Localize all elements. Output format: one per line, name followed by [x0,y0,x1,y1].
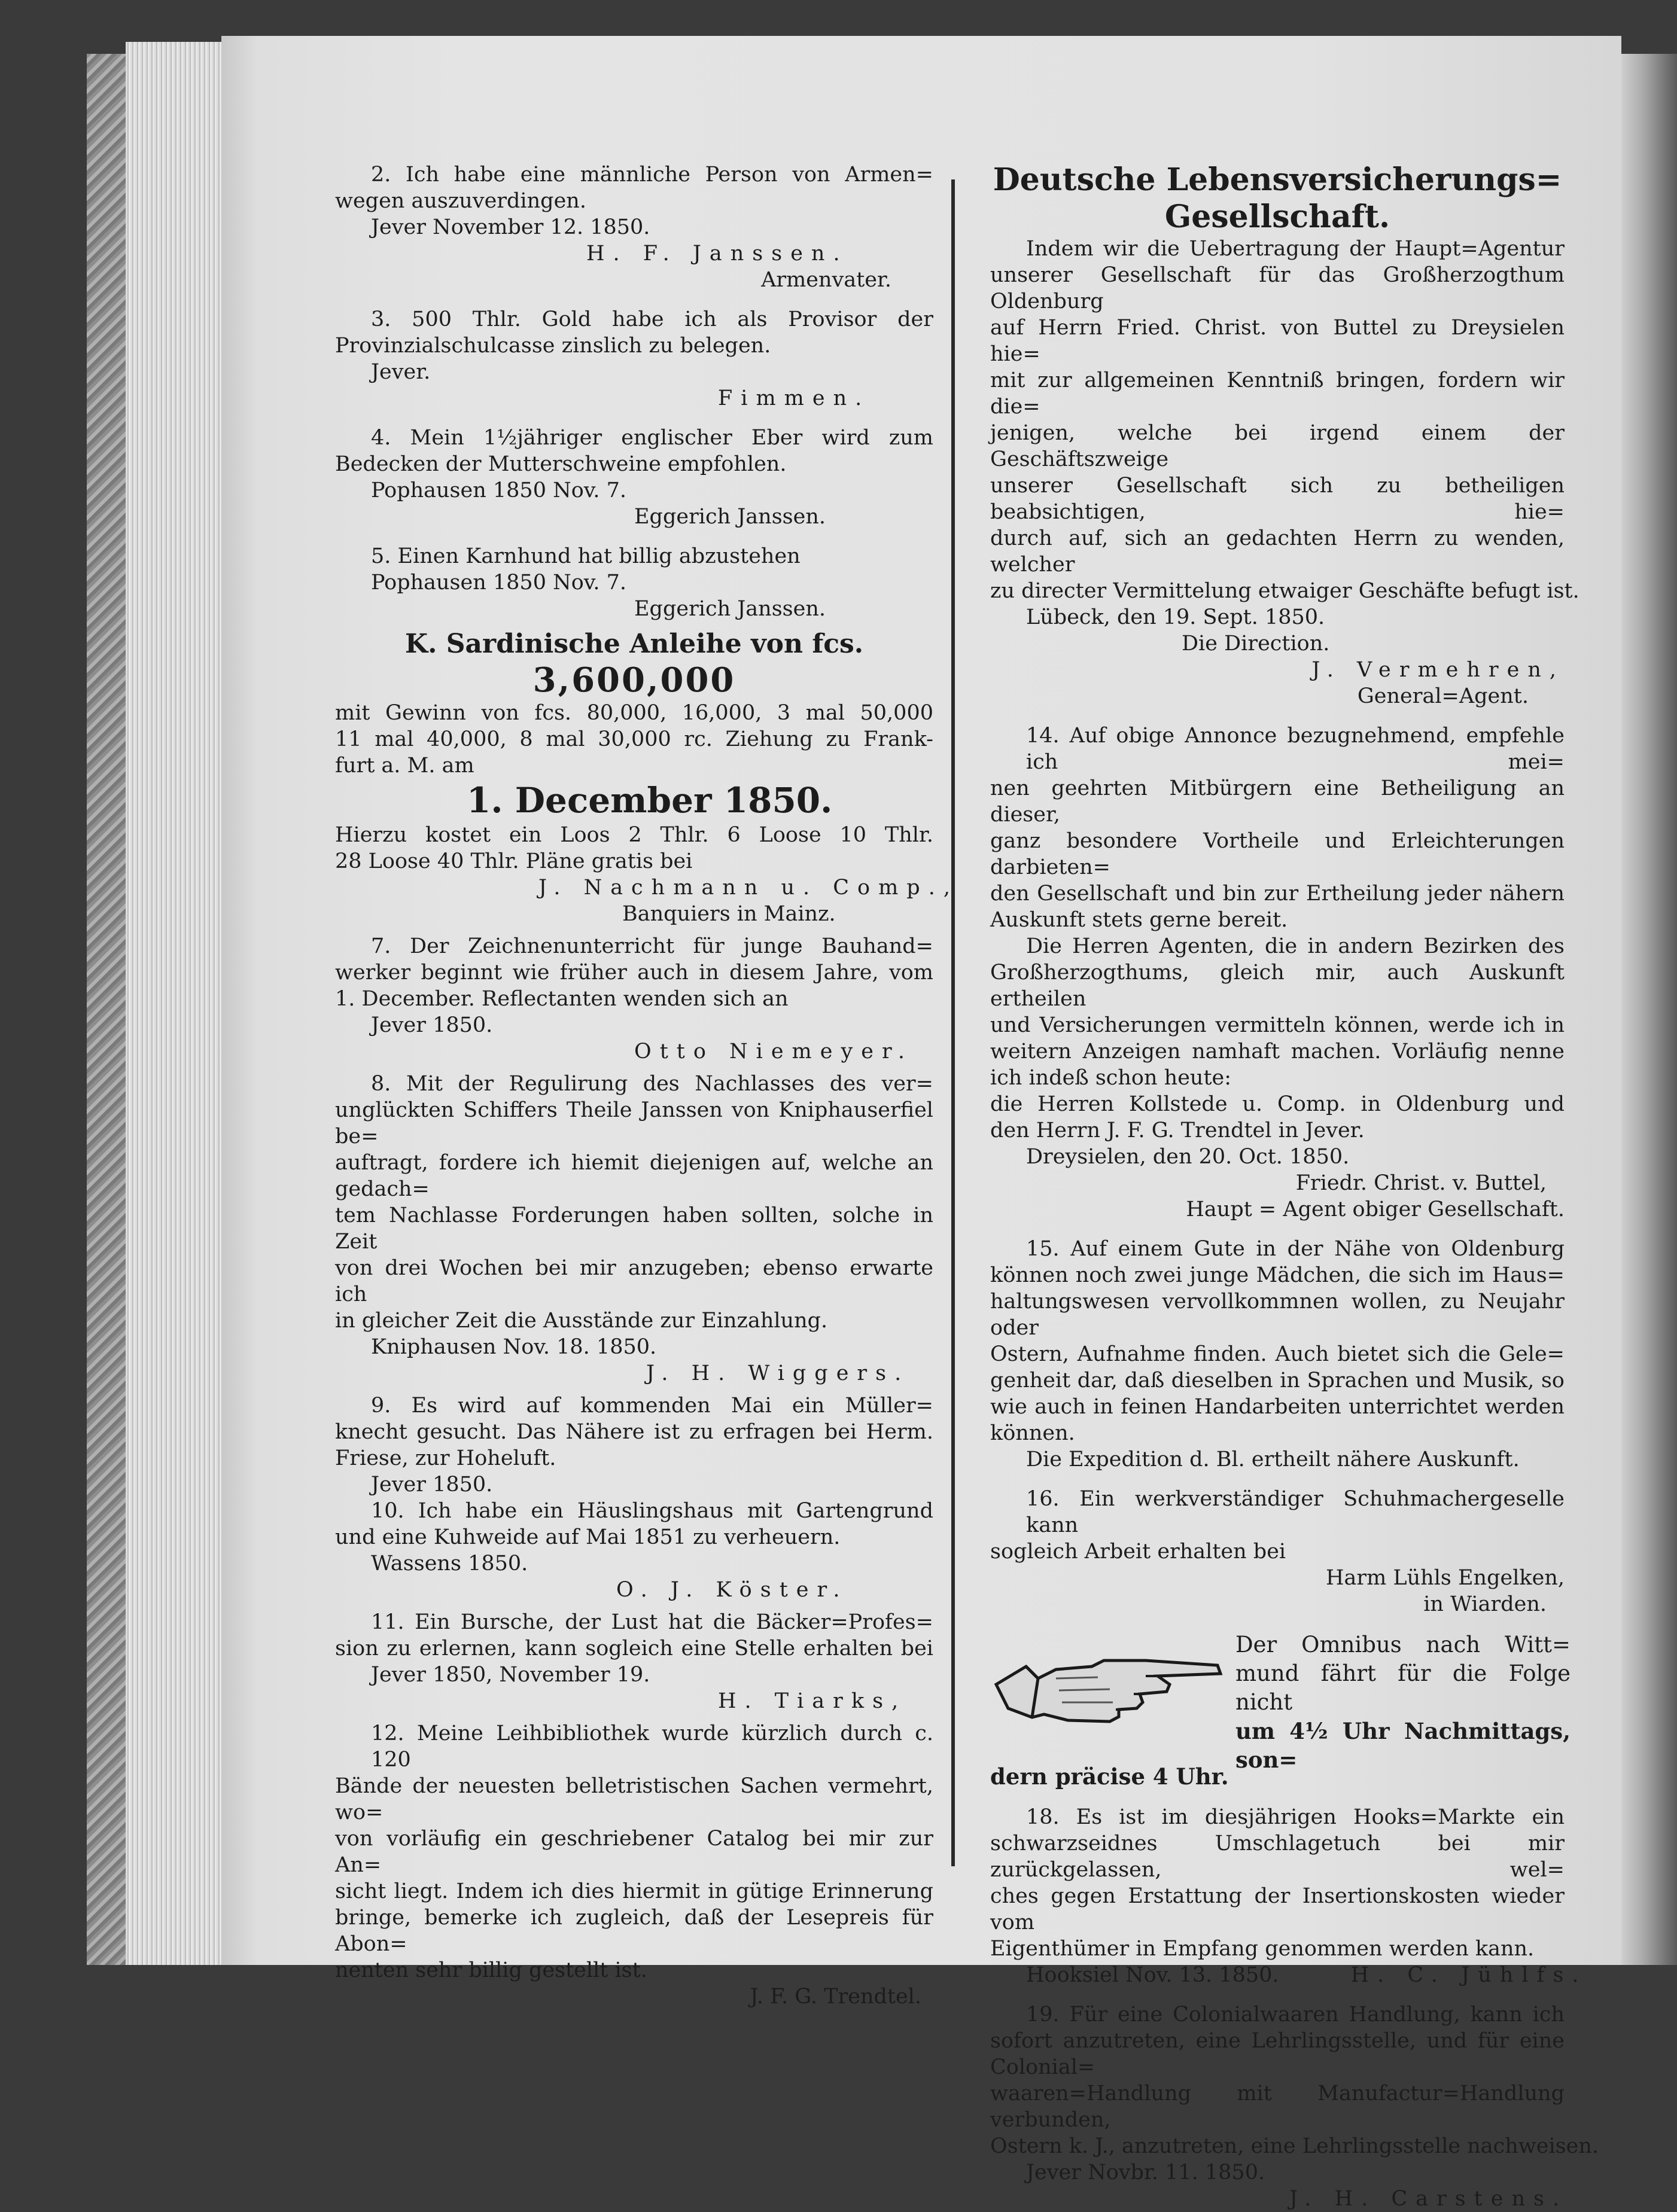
ad-3 [335,306,933,412]
ad-line: sogleich Arbeit erhalten bei [990,1540,1286,1564]
place-date: Kniphausen Nov. 18. 1850. [371,1335,657,1359]
signature: Otto Niemeyer. [634,1040,913,1064]
place-date: Jever Novbr. 11. 1850. [1026,2161,1265,2184]
left-column [335,162,958,2010]
ad-line: Großherzogthums, gleich mir, auch Auskunft ertheilen [990,961,1565,1011]
ad-line: Ostern, Aufnahme finden. Auch bietet sich die Gele= [990,1342,1565,1366]
place-date: Wassens 1850. [371,1552,528,1576]
signature: J. H. Carstens. [1289,2187,1568,2211]
omnibus-text [1235,1631,1571,1774]
ad-line: furt a. M. am [335,754,474,778]
insurance-heading: Deutsche Lebensversicherungs= [993,162,1562,198]
signature: H. F. Janssen. [586,242,848,266]
ad-line: 10. Ich habe ein Häuslingshaus mit Gartengrund [371,1499,933,1523]
omnibus-ad [990,1631,1571,1773]
ad-2 [335,162,933,293]
place-date: Jever 1850, November 19. [371,1663,650,1687]
ad-line: Bände der neuesten belletristischen Sachen vermehrt, wo= [335,1774,933,1824]
ad-line: Auskunft stets gerne bereit. [990,908,1288,932]
signature: J. F. G. Trendtel. [750,1985,921,2009]
column-divider [951,179,955,1866]
signature: J. Vermehren, [1311,658,1565,682]
omnibus-line: um 4½ Uhr Nachmittags, son= [1235,1718,1571,1773]
signature: H. C. Jühlfs. [1350,1963,1587,1987]
ad-line: knecht gesucht. Das Nähere ist zu erfragen bei Herm. [335,1420,933,1444]
signature: O. J. Köster. [616,1578,848,1602]
place-date: Jever 1850. [371,1013,493,1037]
ad-5 [335,543,933,622]
ad-line: nen geehrten Mitbürgern eine Betheiligung an dieser, [990,776,1565,827]
ad-line: 28 Loose 40 Thlr. Pläne gratis bei [335,849,693,873]
ad-line: können. [990,1421,1075,1445]
ad-line: Die Herren Agenten, die in andern Bezirken des [1026,934,1565,958]
place: in Wiarden. [1423,1592,1547,1616]
ad-line: 19. Für eine Colonialwaaren Handlung, kann ich [1026,2003,1565,2027]
signature: H. Tiarks, [718,1689,907,1713]
ad-line: die Herren Kollstede u. Comp. in Oldenburg und [990,1092,1565,1116]
ad-line: Ostern k. J., anzutreten, eine Lehrlingsstelle nachweisen. [990,2134,1599,2158]
ad-line: nenten sehr billig gestellt ist. [335,1958,647,1982]
ad-line: 5. Einen Karnhund hat billig abzustehen [371,544,801,568]
ad-line: genheit dar, daß dieselben in Sprachen und Musik, so [990,1369,1565,1393]
ad-line: von drei Wochen bei mir anzugeben; ebenso erwarte ich [335,1256,933,1306]
omnibus-line: Der Omnibus nach Witt= [1235,1632,1571,1658]
ad-line: waaren=Handlung mit Manufactur=Handlung verbunden, [990,2082,1565,2132]
page-stack-edge [126,42,227,1965]
ad-8 [335,1071,933,1387]
ad-line: in gleicher Zeit die Ausstände zur Einzahlung. [335,1309,828,1333]
place-date: Jever November 12. 1850. [371,215,650,239]
ad-line: sion zu erlernen, kann sogleich eine Stelle erhalten bei [335,1637,933,1660]
ad-line: werker beginnt wie früher auch in diesem Jahre, vom [335,961,933,985]
signature: Harm Lühls Engelken, [1325,1566,1565,1590]
ad-18 [990,1804,1587,1988]
ad-line: wegen auszuverdingen. [335,189,586,213]
right-column [990,162,1599,2212]
ad-line: sofort anzutreten, eine Lehrlingsstelle, und für eine Colonial= [990,2029,1565,2079]
place-date: Dreysielen, den 20. Oct. 1850. [1026,1145,1350,1169]
ad-line: Bedecken der Mutterschweine empfohlen. [335,452,787,476]
ad-10 [335,1498,933,1603]
ad-line: zu directer Vermittelung etwaiger Geschäfte befugt ist. [990,579,1579,603]
ad-line: 16. Ein werkverständiger Schuhmachergeselle kann [1026,1487,1565,1537]
ad-16 [990,1486,1565,1617]
signature-title: Armenvater. [761,268,891,292]
signature: Fimmen. [718,386,871,410]
ad-line: 8. Mit der Regulirung des Nachlasses des ver= [371,1072,933,1096]
ad-line: den Gesellschaft und bin zur Ertheilung jeder nähern [990,882,1565,906]
ad-line: 18. Es ist im diesjährigen Hooks=Markte ein [1026,1805,1565,1829]
ad-line: und Versicherungen vermitteln können, werde ich in [990,1013,1565,1037]
ad-line: von vorläufig ein geschriebener Catalog bei mir zur An= [335,1827,933,1877]
ad-line: Hierzu kostet ein Loos 2 Thlr. 6 Loose 10 Thlr. [335,823,933,847]
firm-name: J. Nachmann u. Comp., [538,876,958,900]
ad-line: durch auf, sich an gedachten Herrn zu wenden, welcher [990,526,1565,577]
ad-line: jenigen, welche bei irgend einem der Geschäftszweige [990,421,1565,471]
loan-title: K. Sardinische Anleihe von fcs. [404,629,864,659]
place-date: Pophausen 1850 Nov. 7. [371,479,627,502]
ad-4 [335,425,933,530]
ad-line: bringe, bemerke ich zugleich, daß der Lesepreis für Abon= [335,1906,933,1956]
ad-9 [335,1393,933,1498]
place-date [990,1962,1587,1988]
ad-line: 7. Der Zeichnenunterricht für junge Bauhand= [371,934,933,958]
sardinian-loan-ad [335,628,958,927]
direction: Die Direction. [1182,632,1330,656]
ad-line: den Herrn J. F. G. Trendtel in Jever. [990,1119,1365,1142]
firm-subtitle: Banquiers in Mainz. [622,902,836,926]
insurance-ad [990,162,1579,709]
omnibus-line: mund fährt für die Folge nicht [1235,1660,1571,1715]
ad-line: unglückten Schiffers Theile Janssen von Kniphauserfiel be= [335,1098,933,1148]
ad-note: Die Expedition d. Bl. ertheilt nähere Auskunft. [1026,1448,1520,1471]
place-date: Jever 1850. [371,1473,493,1497]
place-date: Lübeck, den 19. Sept. 1850. [1026,605,1325,629]
gutter-shadow [1621,54,1677,1965]
loan-amount: 3,600,000 [532,660,736,700]
insurance-heading: Gesellschaft. [1164,199,1390,235]
signature-title: Haupt = Agent obiger Gesellschaft. [1186,1198,1565,1221]
ad-11 [335,1609,933,1714]
ad-line: 1. December. Reflectanten wenden sich an [335,987,789,1011]
ad-15 [990,1236,1565,1473]
ad-line: 11. Ein Bursche, der Lust hat die Bäcker=Profes= [371,1610,933,1634]
ad-line: 3. 500 Thlr. Gold habe ich als Provisor der [371,307,933,331]
ad-line: Indem wir die Uebertragung der Haupt=Agentur [1026,237,1565,261]
ad-line: 15. Auf einem Gute in der Nähe von Oldenburg [1026,1237,1565,1261]
ad-line: auf Herrn Fried. Christ. von Buttel zu Dreysielen hie= [990,316,1565,366]
ad-line: Eigenthümer in Empfang genommen werden kann. [990,1937,1535,1961]
draw-date: 1. December 1850. [467,780,833,821]
ad-line: 4. Mein 1½jähriger englischer Eber wird zum [371,426,933,450]
ad-line: ches gegen Erstattung der Insertionskosten wieder vom [990,1884,1565,1934]
signature: Friedr. Christ. v. Buttel, [1295,1171,1547,1195]
signature-title: General=Agent. [1357,684,1529,708]
ad-line: haltungswesen vervollkommnen wollen, zu Neujahr oder [990,1290,1565,1340]
ad-line: Friese, zur Hoheluft. [335,1446,556,1470]
ad-line: auftragt, fordere ich hiemit diejenigen auf, welche an gedach= [335,1151,933,1201]
ad-line: 9. Es wird auf kommenden Mai ein Müller= [371,1394,933,1418]
ad-7 [335,933,933,1065]
ad-line: 11 mal 40,000, 8 mal 30,000 rc. Ziehung zu Frank- [335,727,933,751]
book-cover-edge [87,54,132,1965]
ad-line: ganz besondere Vortheile und Erleichterungen darbieten= [990,829,1565,879]
ad-line: mit Gewinn von fcs. 80,000, 16,000, 3 mal 50,000 [335,701,933,725]
signature: Eggerich Janssen. [634,505,826,529]
signature: Eggerich Janssen. [634,597,826,621]
ad-line: können noch zwei junge Mädchen, die sich im Haus= [990,1263,1565,1287]
place-date: Pophausen 1850 Nov. 7. [371,571,627,595]
ad-line: schwarzseidnes Umschlagetuch bei mir zurückgelassen, wel= [990,1832,1565,1882]
ad-line: unserer Gesellschaft sich zu betheiligen beabsichtigen, hie= [990,474,1565,524]
place-date-text: Hooksiel Nov. 13. 1850. [1026,1963,1279,1987]
ad-line: sicht liegt. Indem ich dies hiermit in gütige Erinnerung [335,1879,933,1903]
ad-line: Provinzialschulcasse zinslich zu belegen. [335,334,771,358]
ad-line: unserer Gesellschaft für das Großherzogthum Oldenburg [990,263,1565,313]
pointing-hand-icon [990,1643,1229,1732]
signature: J. H. Wiggers. [646,1361,910,1385]
ad-line: 14. Auf obige Annonce bezugnehmend, empfehle ich mei= [1026,724,1565,774]
ad-line: weitern Anzeigen namhaft machen. Vorläufig nenne [990,1040,1565,1064]
ad-line: und eine Kuhweide auf Mai 1851 zu verheuern. [335,1525,841,1549]
ad-line: 2. Ich habe eine männliche Person von Armen= [371,163,933,187]
ad-14 [990,723,1565,1223]
place: Jever. [371,360,431,384]
omnibus-last-line: dern präcise 4 Uhr. [990,1763,1229,1790]
ad-12 [335,1720,933,2010]
ad-line: ich indeß schon heute: [990,1066,1232,1090]
ad-line: 12. Meine Leihbibliothek wurde kürzlich durch c. 120 [371,1722,933,1772]
ad-line: tem Nachlasse Forderungen haben sollten, solche in Zeit [335,1204,933,1254]
ad-line: wie auch in feinen Handarbeiten unterrichtet werden [990,1395,1565,1419]
ad-line: mit zur allgemeinen Kenntniß bringen, fordern wir die= [990,368,1565,419]
ad-19 [990,2001,1599,2212]
